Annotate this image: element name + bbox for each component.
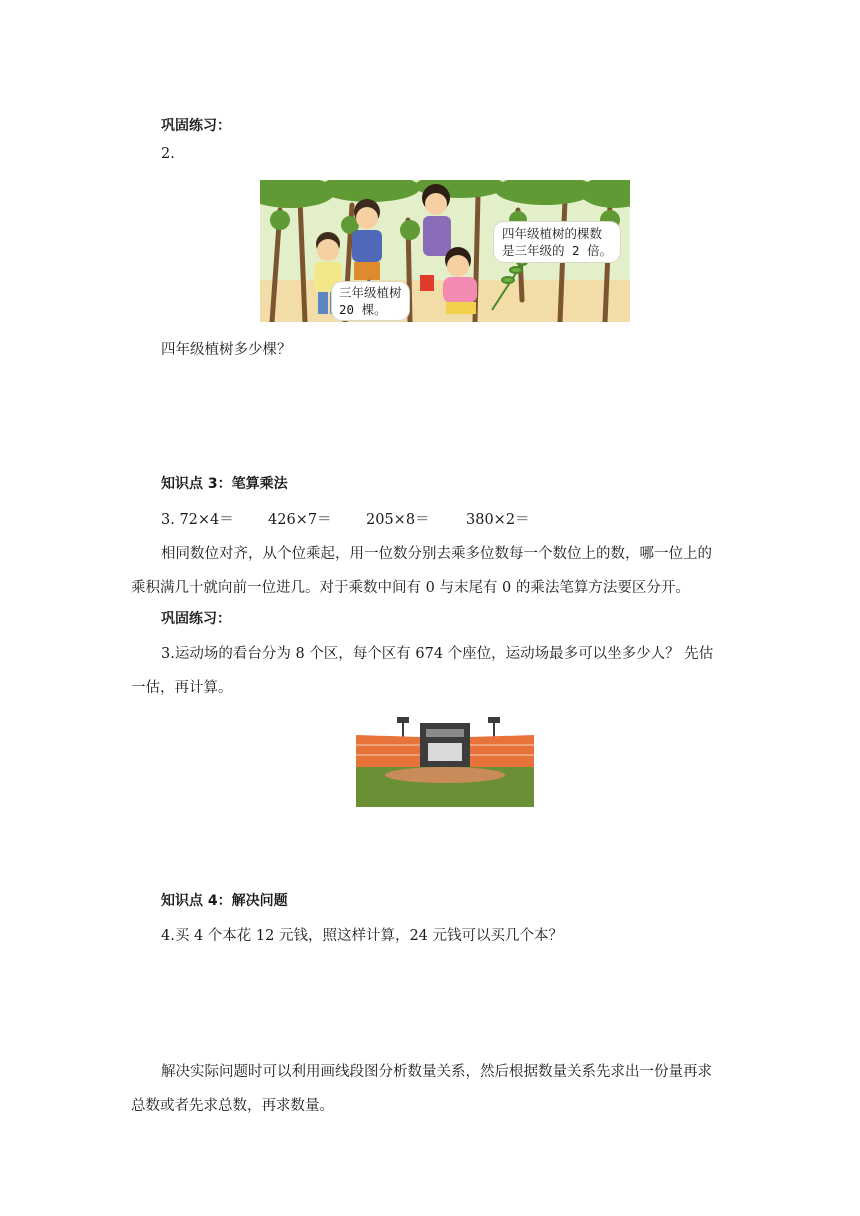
kp3-explain-line1: 相同数位对齐，从个位乘起，用一位数分别去乘多位数每一个数位上的数，哪一位上的 bbox=[161, 546, 712, 562]
kp4-explain-line1: 解决实际问题时可以利用画线段图分析数量关系，然后根据数量关系先求出一份量再求 bbox=[161, 1064, 712, 1080]
question-2-text: 四年级植树多少棵？ bbox=[161, 342, 292, 358]
question-3-line1: 3.运动场的看台分为 8 个区，每个区有 674 个座位，运动场最多可以坐多少人？ 先估 bbox=[161, 646, 714, 662]
equation-2: 426×7＝ bbox=[268, 512, 332, 528]
question-4-text: 4.买 4 个本花 12 元钱，照这样计算，24 元钱可以买几个本？ bbox=[161, 928, 564, 944]
question-2-number: 2. bbox=[161, 146, 175, 162]
equation-3: 205×8＝ bbox=[366, 512, 430, 528]
stadium-illustration bbox=[356, 715, 534, 807]
tree-planting-illustration bbox=[260, 180, 630, 322]
kp4-explain-line2: 总数或者先求总数，再求数量。 bbox=[131, 1098, 334, 1114]
bubble-grade4-line2: 是三年级的 2 倍。 bbox=[502, 243, 613, 258]
equation-1: 3. 72×4＝ bbox=[161, 512, 234, 528]
kp3-explain-line2: 乘积满几十就向前一位进几。对于乘数中间有 0 与末尾有 0 的乘法笔算方法要区分开。 bbox=[131, 580, 690, 596]
bubble-grade3-line1: 三年级植树 bbox=[339, 285, 402, 300]
practice-heading-2: 巩固练习： bbox=[161, 611, 231, 627]
equation-row bbox=[0, 508, 860, 528]
bubble-grade4-line1: 四年级植树的棵数 bbox=[502, 226, 603, 241]
equation-4: 380×2＝ bbox=[466, 512, 530, 528]
practice-heading-1: 巩固练习： bbox=[161, 118, 231, 134]
bubble-grade3-line2: 20 棵。 bbox=[339, 302, 387, 317]
question-3-line2: 一估，再计算。 bbox=[131, 680, 233, 696]
knowledge-point-4-heading: 知识点 4：解决问题 bbox=[161, 893, 288, 909]
speech-bubble-grade4 bbox=[494, 222, 620, 262]
knowledge-point-3-heading: 知识点 3：笔算乘法 bbox=[161, 476, 288, 492]
speech-bubble-grade3 bbox=[332, 282, 409, 320]
stadium-scene-icon bbox=[356, 715, 534, 807]
